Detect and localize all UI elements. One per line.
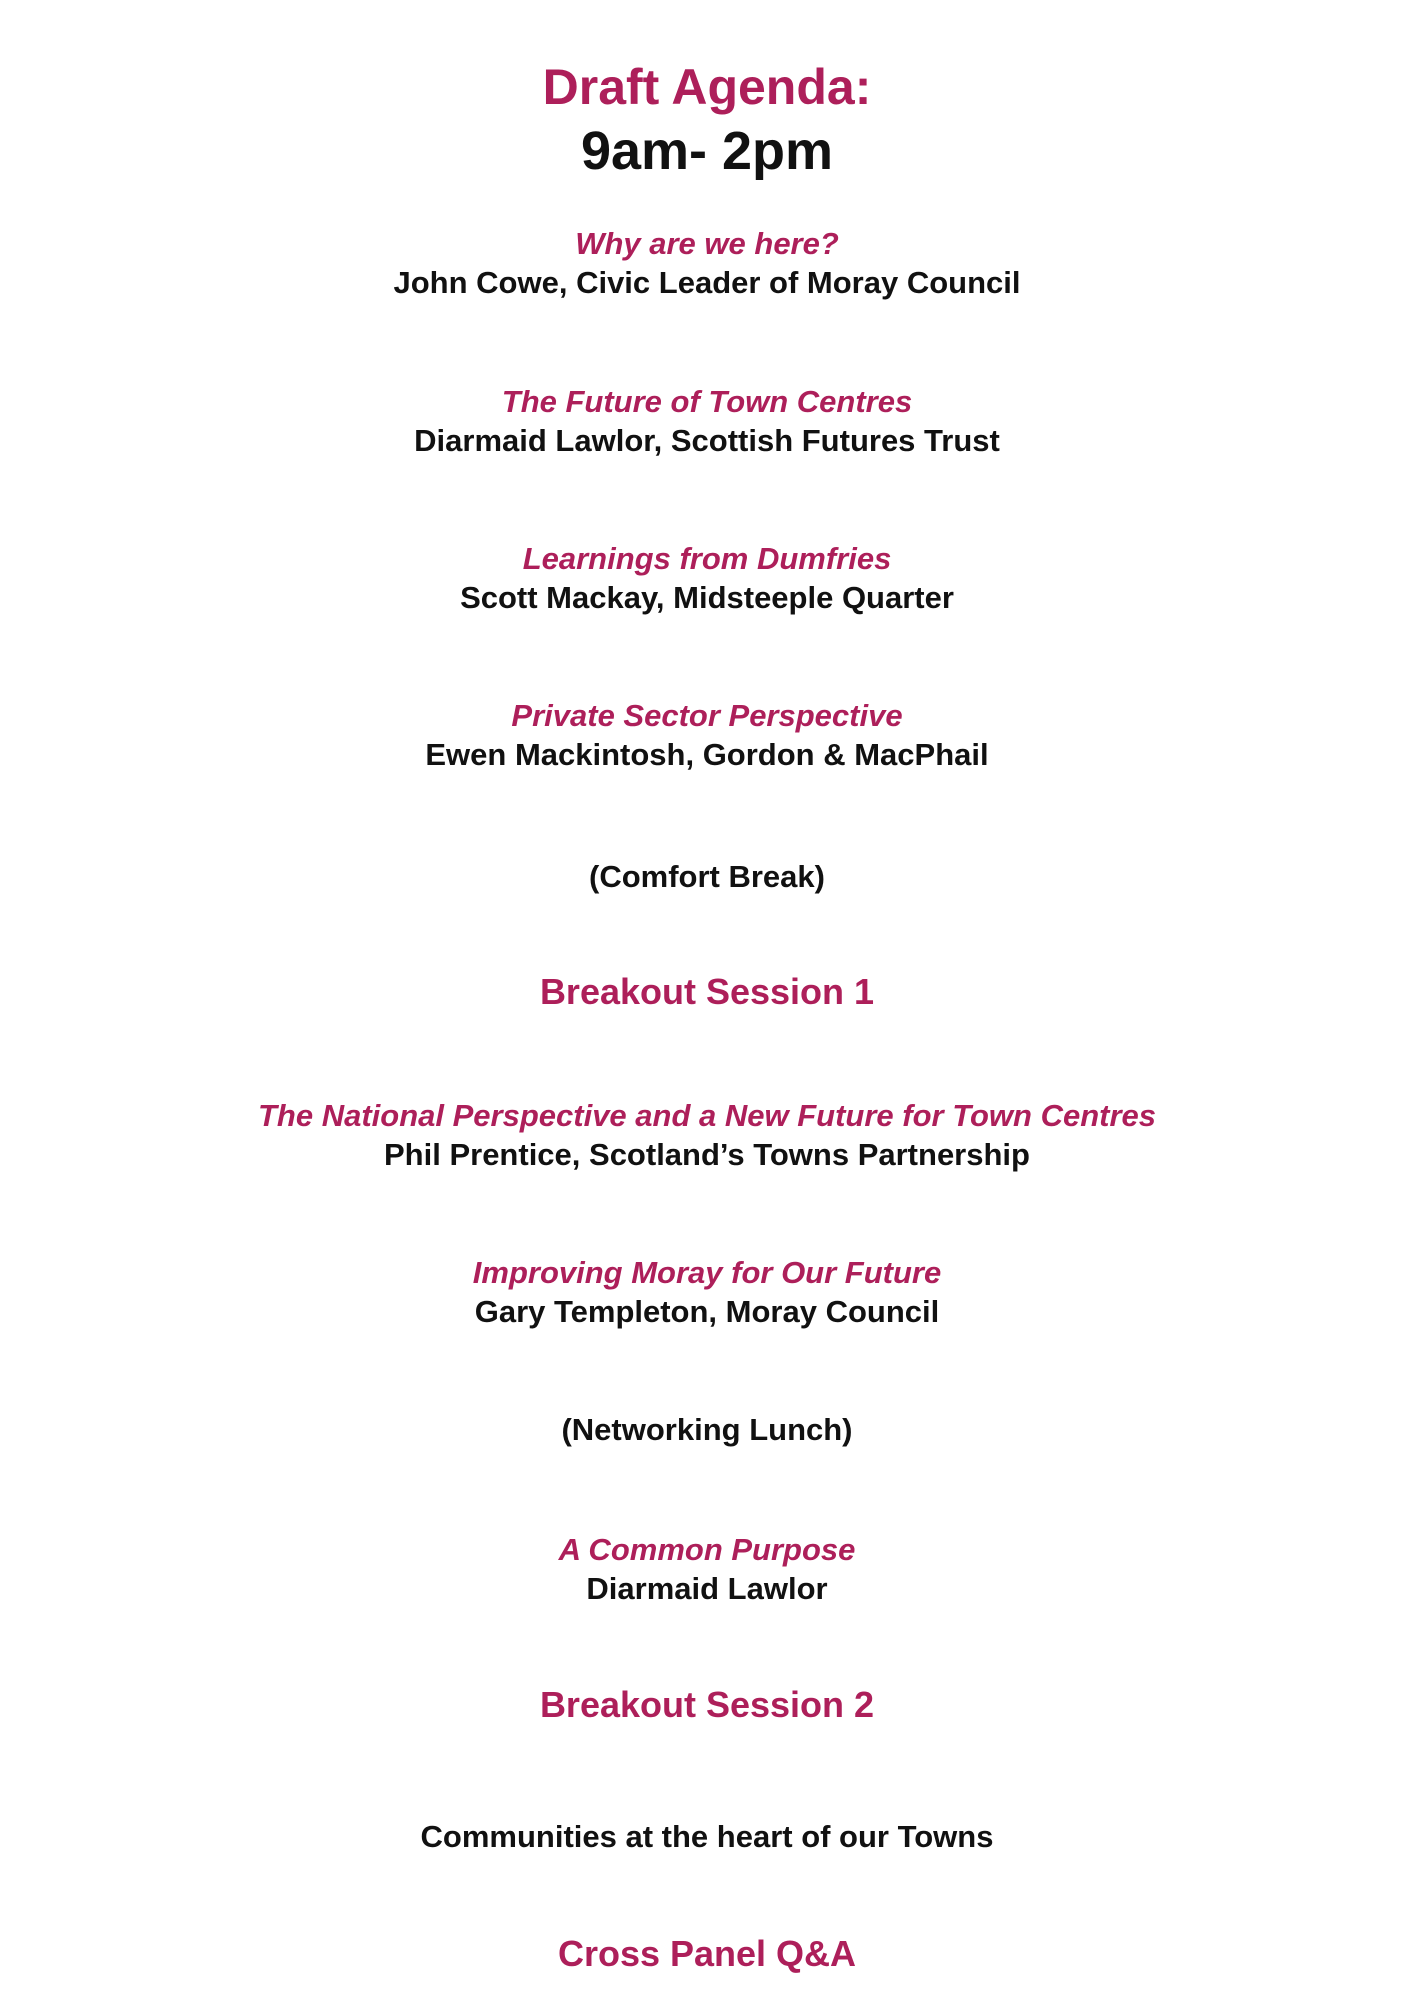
agenda-topic: Private Sector Perspective [511,698,903,733]
agenda-topic: A Common Purpose [558,1532,856,1567]
agenda-speaker: John Cowe, Civic Leader of Moray Council [393,265,1021,300]
event-time: 9am- 2pm [580,121,834,181]
agenda-topic: The National Perspective and a New Future for Town Centres [257,1098,1157,1133]
networking-lunch: (Networking Lunch) [561,1412,853,1447]
agenda-speaker: Diarmaid Lawlor, Scottish Futures Trust [414,423,1000,458]
breakout-session-2-heading: Breakout Session 2 [539,1684,875,1725]
agenda-speaker: Scott Mackay, Midsteeple Quarter [460,580,954,615]
agenda-topic: The Future of Town Centres [501,384,913,419]
cross-panel-heading: Cross Panel Q&A [557,1933,857,1974]
agenda-speaker: Diarmaid Lawlor [586,1571,828,1606]
breakout-session-1-heading: Breakout Session 1 [539,971,875,1012]
communities-item: Communities at the heart of our Towns [420,1819,994,1854]
comfort-break: (Comfort Break) [589,859,825,894]
agenda-topic: Learnings from Dumfries [522,541,892,576]
agenda-speaker: Phil Prentice, Scotland’s Towns Partnership [384,1137,1030,1172]
agenda-topic: Why are we here? [575,226,839,261]
agenda-speaker: Gary Templeton, Moray Council [474,1294,940,1329]
agenda-topic: Improving Moray for Our Future [472,1255,942,1290]
page-title: Draft Agenda: [542,59,872,115]
agenda-speaker: Ewen Mackintosh, Gordon & MacPhail [425,737,989,772]
